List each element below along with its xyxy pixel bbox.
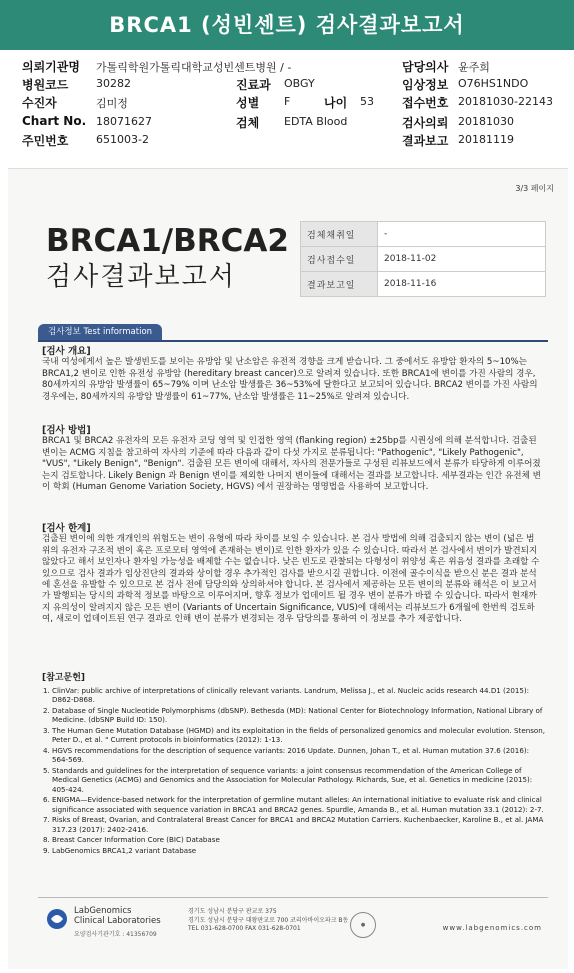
references-section [42, 674, 547, 856]
report-title-ko: 검사결과보고서 [46, 262, 236, 292]
method-heading: [검사 방법] [42, 425, 91, 436]
value-test-requested: 20181030 [458, 115, 514, 128]
reference-item: 7. Risks of Breast, Ovarian, and Contralateral Breast Cancer for BRCA1 and BRCA2 Mutation Carriers. Kuchenbaecker, Karoline B., et al. JAMA 317.23 (2017): 2402-2416. [52, 815, 547, 834]
method-text: BRCA1 및 BRCA2 유전자의 모든 유전자 코딩 영역 및 인접한 영역 (flanking region) ±25bp를 시퀀싱에 의해 분석합니다. 검출된 변이는 ACMG 지침을 참고하여 자사의 기준에 따라 다음과 같이 다섯 가지로 분류됩니다: "Pathogenic", "Likely Pathogenic", "VUS", "Likely Benign", "Benign". 검출된 모든 변이에 대해서, 자사의 전문가들로 구성된 리뷰보드에서 분류가 타당하게 이루어졌는지 검토합니다. Likely Benign 과 Benign 변이를 제외한 나머지 변이들에 대해서는 결과를 보고합니다. 세부결과는 인간 유전체 변이 학회 (Human Genome Variation Society, HGVS) 에서 권장하는 명명법을 사용하여 보고합니다. [42, 436, 541, 493]
label-result-reported: 결과보고 [402, 134, 449, 148]
table-row [301, 272, 546, 297]
company-code: 요양검사기관기호 : 41356709 [74, 931, 157, 938]
report-page [8, 168, 568, 969]
value-specimen: EDTA Blood [284, 115, 348, 128]
date-value: 2018-11-02 [378, 247, 546, 272]
label-clinical-info: 임상정보 [402, 78, 449, 92]
reference-item: 8. Breast Cancer Information Core (BIC) Database [52, 835, 547, 845]
date-key: 결과보고일 [301, 272, 378, 297]
overview-section [42, 346, 542, 403]
value-hospital-code: 30282 [96, 77, 131, 90]
limitations-heading: [검사 한계] [42, 523, 91, 534]
report-banner-title: BRCA1 (성빈센트) 검사결과보고서 [0, 0, 574, 50]
section-tab-test-info: 검사정보 Test information [38, 324, 162, 340]
value-department: OBGY [284, 77, 315, 90]
value-patient: 김미정 [96, 97, 128, 110]
label-department: 진료과 [236, 78, 271, 92]
labgenomics-logo-icon [46, 908, 68, 930]
table-row [301, 222, 546, 247]
report-title-en: BRCA1/BRCA2 [46, 223, 289, 259]
date-key: 검사접수일 [301, 247, 378, 272]
overview-text: 국내 여성에게서 높은 발생빈도를 보이는 유방암 및 난소암은 유전적 경향을 크게 받습니다. 그 중에서도 유방암 환자의 5~10%는 BRCA1,2 변이로 인한 유전성 유방암 (hereditary breast cancer)으로 알려져 있습니다. 또한 BRCA1에 변이를 가진 사람의 경우, 80세까지의 유방암 발생률이 65~79% 이며 난소암 발생률은 36~53%에 달한다고 보고되어 있습니다. BRCA2 변이를 가진 사람의 경우에는, 80세까지의 유방암 발생률이 61~77%, 난소암 발생률은 11~25%로 알려져 있습니다. [42, 357, 538, 402]
section-header-bar [38, 324, 548, 342]
value-age: 53 [360, 95, 374, 108]
table-row [301, 247, 546, 272]
value-doctor: 윤주희 [458, 61, 490, 74]
label-doctor: 담당의사 [402, 60, 449, 74]
reference-item: 2. Database of Single Nucleotide Polymorphisms (dbSNP). Bethesda (MD): National Center for Biotechnology Information, National Library of Medicine. (dbSNP Build ID: 150). [52, 706, 547, 725]
label-test-requested: 검사의뢰 [402, 116, 449, 130]
company-website: www.labgenomics.com [442, 924, 542, 932]
references-list [42, 686, 547, 856]
limitations-text: 검출된 변이에 의한 개개인의 위험도는 변이 유형에 따라 차이를 보일 수 있습니다. 본 검사 방법에 의해 검출되지 않는 변이 (넓은 범위의 유전자 구조적 변이 혹은 프로모터 영역에 존재하는 변이)로 인한 환자가 있을 수 있습니다. 따라서 본 검사에서 변이가 발견되지 않았다고 해서 보인자나 환자일 가능성을 배제할 수는 없습니다. 낮은 빈도로 관찰되는 다형성이 위양성 혹은 위음성 결과를 초래할 수 있으므로 검사 결과가 임상진단의 결과와 상이할 경우 추가적인 검사를 받으시길 권합니다. 이전에 골수이식을 받으신 분은 결과 분석에 혼선을 유발할 수 있으므로 본 검사 전에 담당의와 상의하셔야 합니다. 본 검사에서 제공하는 모든 변이의 분류와 해석은 이 보고서가 발행되는 당시의 과학적 정보를 바탕으로 이루어지며, 향후 정보가 업데이트 될 경우 변이 분류가 바뀔 수 있습니다. 따라서 현재까지 유의성이 알려지지 않은 모든 변이 (Variants of Uncertain Significance, VUS)에 대해서는 리뷰보드가 6개월에 한번씩 검토하여, 새로이 업데이트된 연구 결과로 인해 변이 분류가 변경되는 경우 담당의를 통하여 이 정보를 추가 제공합니다. [42, 534, 540, 625]
certification-seal-icon: ● [350, 912, 376, 938]
date-value: 2018-11-16 [378, 272, 546, 297]
company-name-line1: LabGenomics [74, 906, 132, 916]
label-specimen: 검체 [236, 116, 260, 130]
date-key: 검체채취일 [301, 222, 378, 247]
label-accession-no: 접수번호 [402, 96, 449, 110]
value-requesting-institution: 가톨릭학원가톨릭대학교성빈센트병원 / - [96, 61, 292, 74]
report-footer [38, 897, 548, 948]
company-name [74, 906, 161, 926]
reference-item: 5. Standards and guidelines for the interpretation of sequence variants: a joint consensus recommendation of the American College of Medical Genetics (ACMG) and Genomics and the Association for Molecular Pathology. Richards, Sue, et al. Genetics in medicine (2015): 405-424. [52, 766, 547, 795]
label-sex: 성별 [236, 96, 260, 110]
report-date-table [300, 221, 546, 297]
label-chart-no: Chart No. [22, 114, 87, 128]
patient-header [0, 50, 574, 162]
label-requesting-institution: 의뢰기관명 [22, 60, 80, 74]
limitations-section [42, 523, 542, 626]
value-accession-no: 20181030-22143 [458, 95, 553, 108]
reference-item: 4. HGVS recommendations for the description of sequence variants: 2016 Update. Dunnen, Johan T., et al. Human mutation 37.6 (2016): 564-569. [52, 746, 547, 765]
value-clinical-info: O76HS1NDO [458, 77, 529, 90]
contact-line: TEL 031-628-0700 FAX 031-628-0701 [188, 925, 301, 932]
address-line2: 경기도 성남시 분당구 대왕판교로 700 코리아바이오파크 B동 [188, 916, 349, 924]
date-value: - [378, 222, 546, 247]
reference-item: 6. ENIGMA—Evidence-based network for the interpretation of germline mutant alleles: An international initiative to evaluate risk and clinical significance associated with sequence variation in BRCA1 and BRCA2 genes. Spurdle, Amanda B., et al. Human mutation 33.1 (2012): 2-7. [52, 795, 547, 814]
reference-item: 9. LabGenomics BRCA1,2 variant Database [52, 846, 547, 856]
value-result-reported: 20181119 [458, 133, 514, 146]
references-heading: [참고문헌] [42, 673, 86, 683]
value-sex: F [284, 95, 291, 108]
company-name-line2: Clinical Laboratories [74, 916, 161, 926]
page-number: 3/3 페이지 [515, 184, 554, 193]
value-resident-no: 651003-2 [96, 133, 149, 146]
reference-item: 1. ClinVar: public archive of interpretations of clinically relevant variants. Landrum, Melissa J., et al. Nucleic acids research 44.D1 (2015): D862-D868. [52, 686, 547, 705]
overview-heading: [검사 개요] [42, 346, 91, 357]
method-section [42, 425, 542, 493]
company-address [188, 908, 348, 934]
reference-item: 3. The Human Gene Mutation Database (HGMD) and its exploitation in the fields of personalized genomics and molecular evolution. Stenson, Peter D., et al. " Current protocols in bioinformatics (2012): 1-13. [52, 726, 547, 745]
label-resident-no: 주민번호 [22, 134, 69, 148]
address-line1: 경기도 성남시 분당구 판교로 375 [188, 908, 277, 915]
label-hospital-code: 병원코드 [22, 78, 69, 92]
value-chart-no: 18071627 [96, 115, 152, 128]
label-patient: 수진자 [22, 96, 57, 110]
label-age: 나이 [324, 96, 348, 110]
